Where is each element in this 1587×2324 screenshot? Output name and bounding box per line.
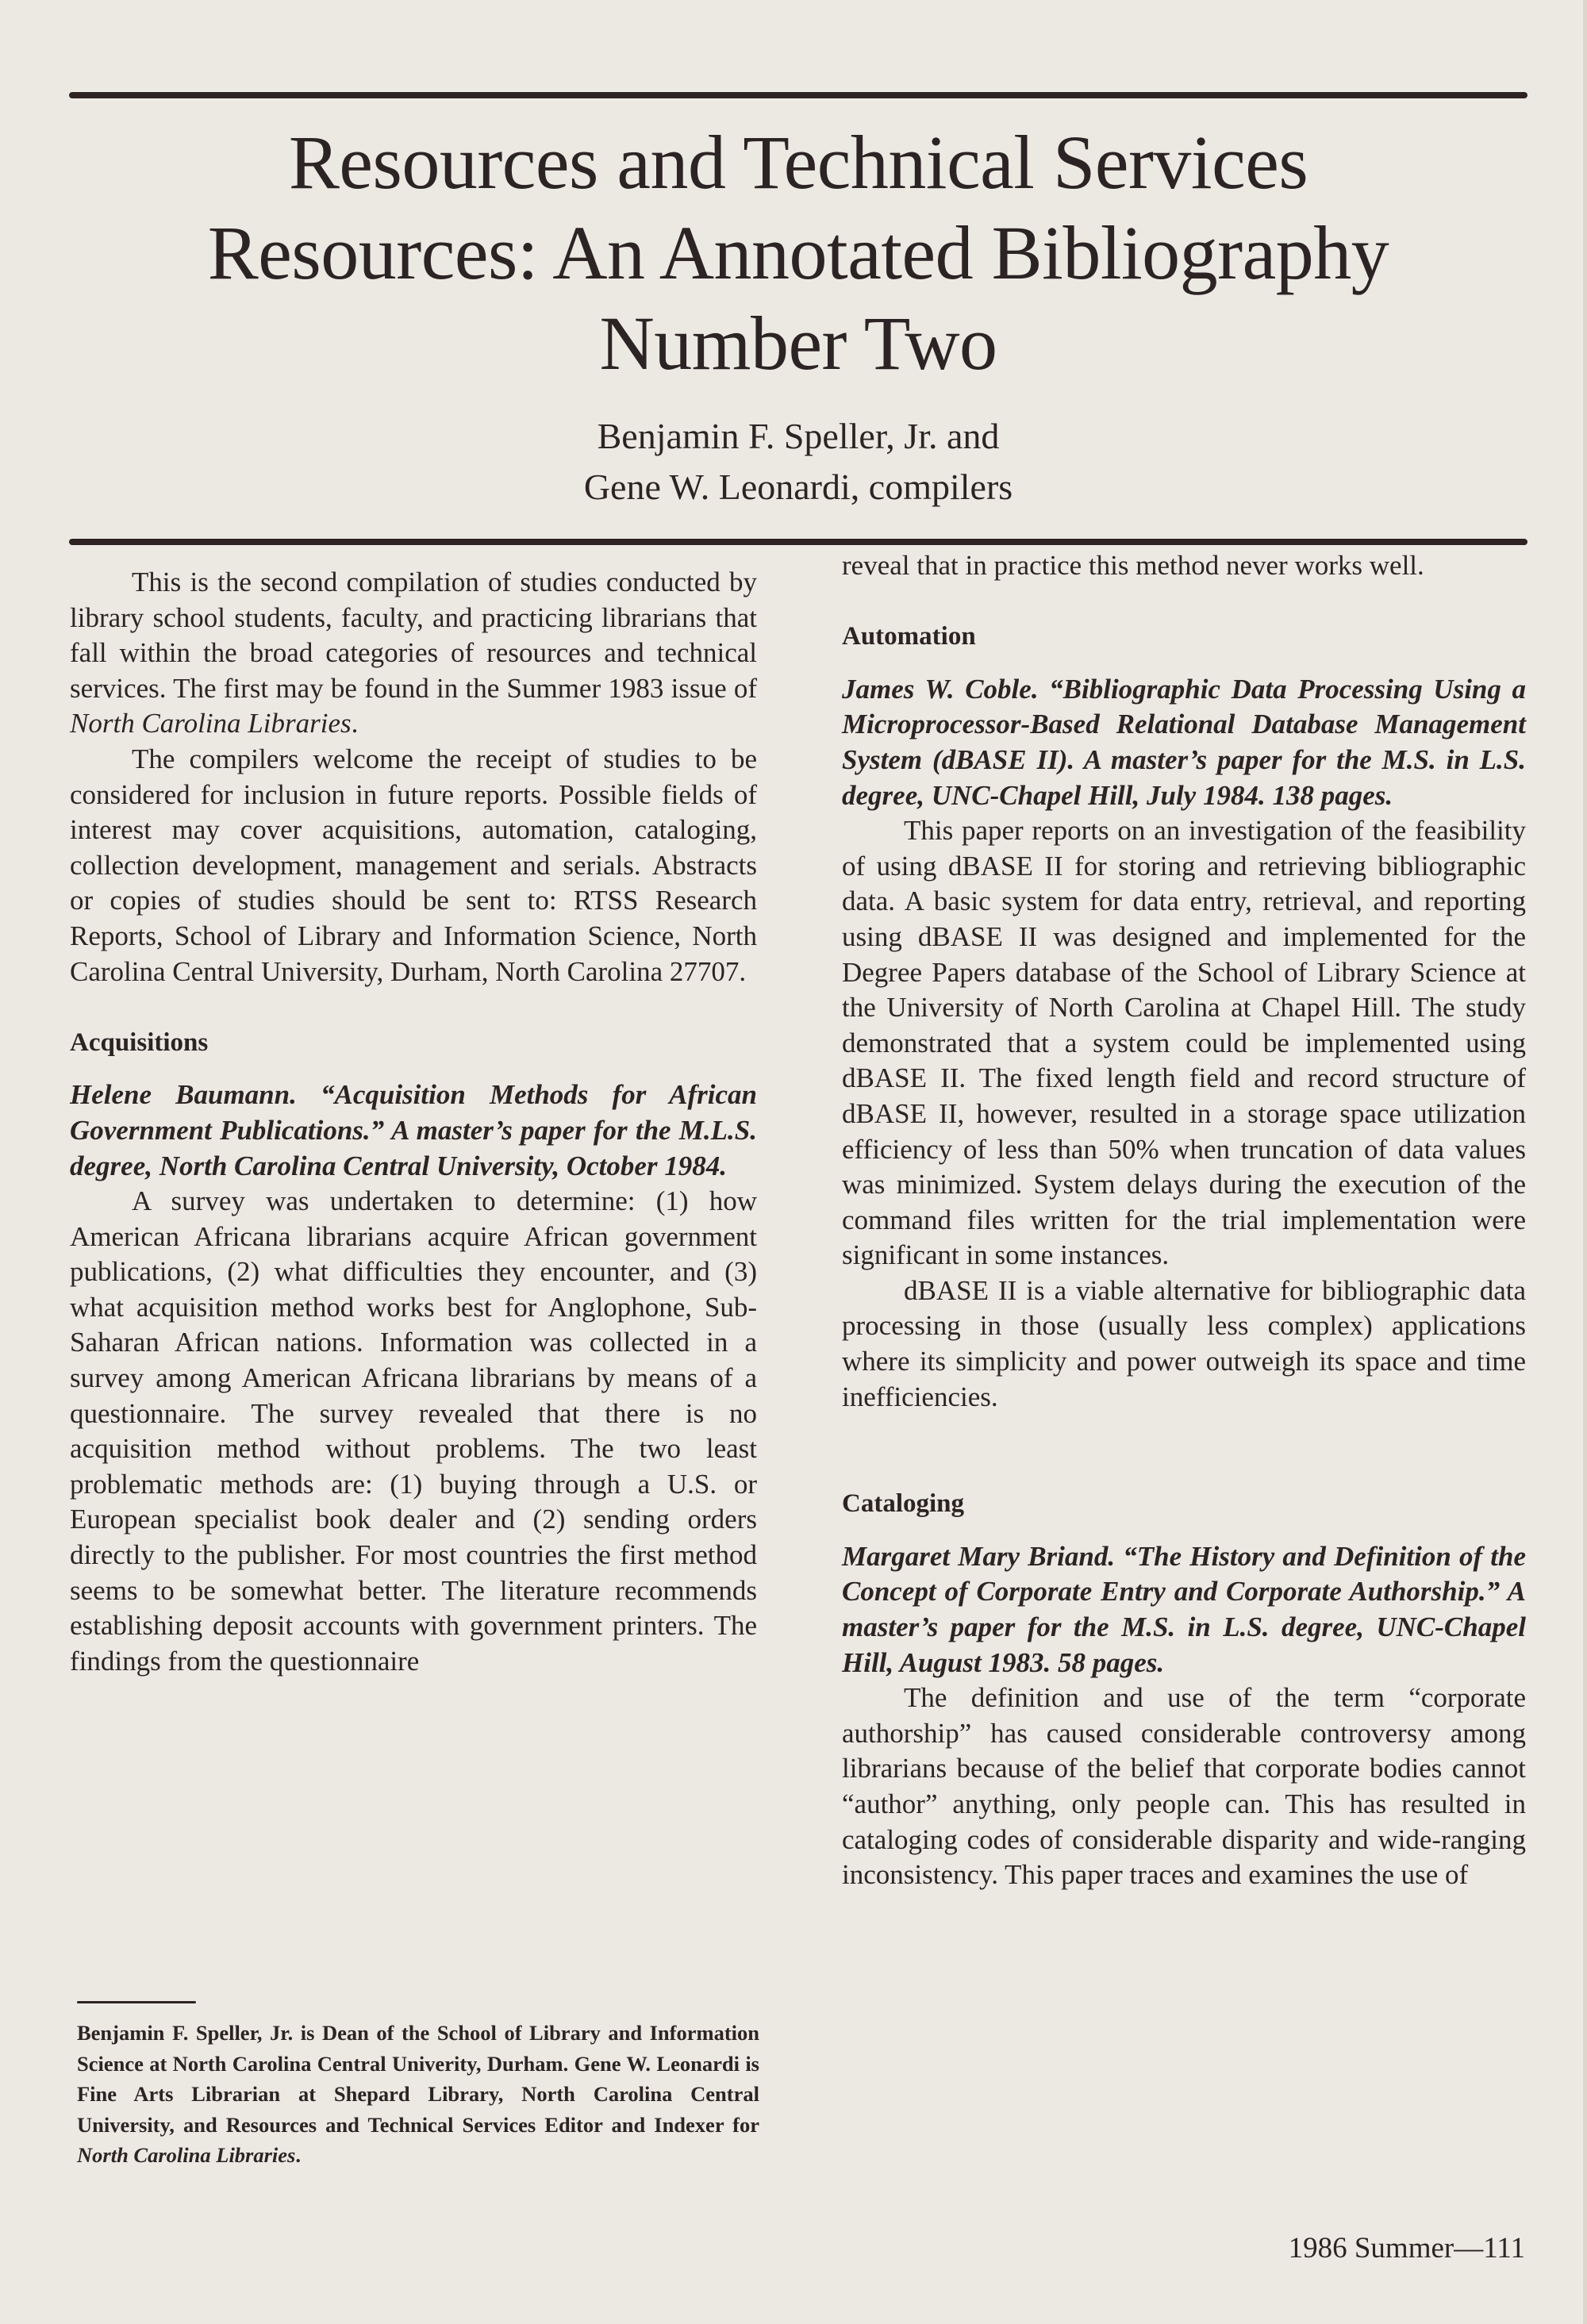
title-line: Number Two xyxy=(599,301,997,386)
footnote-rule xyxy=(77,2001,196,2003)
abstract-paragraph: A survey was undertaken to determine: (1) how American Africana librarians acquire African government publications, (2) what difficulties they encounter, and (3) what acquisition method works best for Anglophone, Sub-Saharan African nations. Information was collected in a survey among American Africana librarians by means of a questionnaire. The survey revealed that there is no acquisition method without problems. The two least problematic methods are: (1) buying through a U.S. or European specialist book dealer and (2) sending orders directly to the publisher. For most countries the first method seems to be somewhat better. The literature recommends establishing deposit accounts with government printers. The findings from the questionnaire xyxy=(70,1185,757,1677)
header-rule-bottom xyxy=(69,539,1527,545)
page-folio: 1986 Summer—111 xyxy=(1288,2232,1525,2264)
right-column xyxy=(842,548,1526,1893)
journal-title: North Carolina Libraries xyxy=(70,708,352,739)
byline-line: Gene W. Leonardi, compilers xyxy=(583,467,1013,507)
header-rule-top xyxy=(69,92,1527,98)
compilers-byline xyxy=(69,411,1527,513)
title-line: Resources and Technical Services xyxy=(288,120,1308,205)
author-footnote: Benjamin F. Speller, Jr. is Dean of the School of Library and Information Science at North Carolina Central Univerity, Durham. Gene W. Leonardi is Fine Arts Librarian at Shepard Library, North Carolina Central University, and Resources and Technical Services Editor and Indexer for North Carolina Libraries. xyxy=(77,2021,759,2167)
journal-title: North Carolina Libraries xyxy=(77,2143,296,2167)
citation: Margaret Mary Briand. “The History and Definition of the Concept of Corporate Entry and Corporate Authorship.” A master’s paper for the M.S. in L.S. degree, UNC-Chapel Hill, August 1983. 58 pages. xyxy=(842,1540,1526,1678)
page-edge xyxy=(1583,0,1587,2324)
abstract-continuation: reveal that in practice this method never works well. xyxy=(842,550,1424,581)
citation: James W. Coble. “Bibliographic Data Processing Using a Microprocessor-Based Relational Database Management System (dBASE II). A master’s paper for the M.S. in L.S. degree, UNC-Chapel Hill, July 1984. 138 pages. xyxy=(842,673,1526,811)
byline-line: Benjamin F. Speller, Jr. and xyxy=(597,416,1000,456)
intro-paragraph: The compilers welcome the receipt of studies to be considered for inclusion in future reports. Possible fields of interest may cover acquisitions, automation, cataloging, collection development, management and serials. Abstracts or copies of studies should be sent to: RTSS Research Reports, School of Library and Information Science, North Carolina Central University, Durham, North Carolina 27707. xyxy=(70,743,757,987)
article-title xyxy=(69,117,1527,389)
section-heading-cataloging: Cataloging xyxy=(842,1489,965,1519)
section-heading-acquisitions: Acquisitions xyxy=(70,1028,209,1057)
abstract-paragraph: dBASE II is a viable alternative for bibliographic data processing in those (usually less complex) applications where its simplicity and power outweigh its space and time inefficiencies. xyxy=(842,1274,1526,1412)
intro-paragraph: This is the second compilation of studies conducted by library school students, faculty, and practicing librarians that fall within the broad categories of resources and technical services. The first may be found in the Summer 1983 issue of North Carolina Libraries. xyxy=(70,567,757,739)
abstract-paragraph: The definition and use of the term “corporate authorship” has caused considerable controversy among librarians because of the belief that corporate bodies cannot “author” anything, only people can. This has resulted in cataloging codes of considerable disparity and wide-ranging inconsistency. This paper traces and examines the use of xyxy=(842,1682,1526,1891)
section-heading-automation: Automation xyxy=(842,622,976,651)
citation: Helene Baumann. “Acquisition Methods for African Government Publications.” A master’s paper for the M.L.S. degree, North Carolina Central University, October 1984. xyxy=(70,1079,757,1181)
abstract-paragraph: This paper reports on an investigation of the feasibility of using dBASE II for storing and retrieving bibliographic data. A basic system for data entry, retrieval, and reporting using dBASE II was designed and implemented for the Degree Papers database of the School of Library Science at the University of North Carolina at Chapel Hill. The study demonstrated that a system could be implemented using dBASE II. The fixed length field and record structure of dBASE II, however, resulted in a storage space utilization efficiency of less than 50% when truncation of data values was minimized. System delays during the execution of the command files written for the trial implementation were significant in some instances. xyxy=(842,815,1526,1271)
title-line: Resources: An Annotated Bibliography xyxy=(207,210,1389,295)
left-column xyxy=(70,565,757,1679)
